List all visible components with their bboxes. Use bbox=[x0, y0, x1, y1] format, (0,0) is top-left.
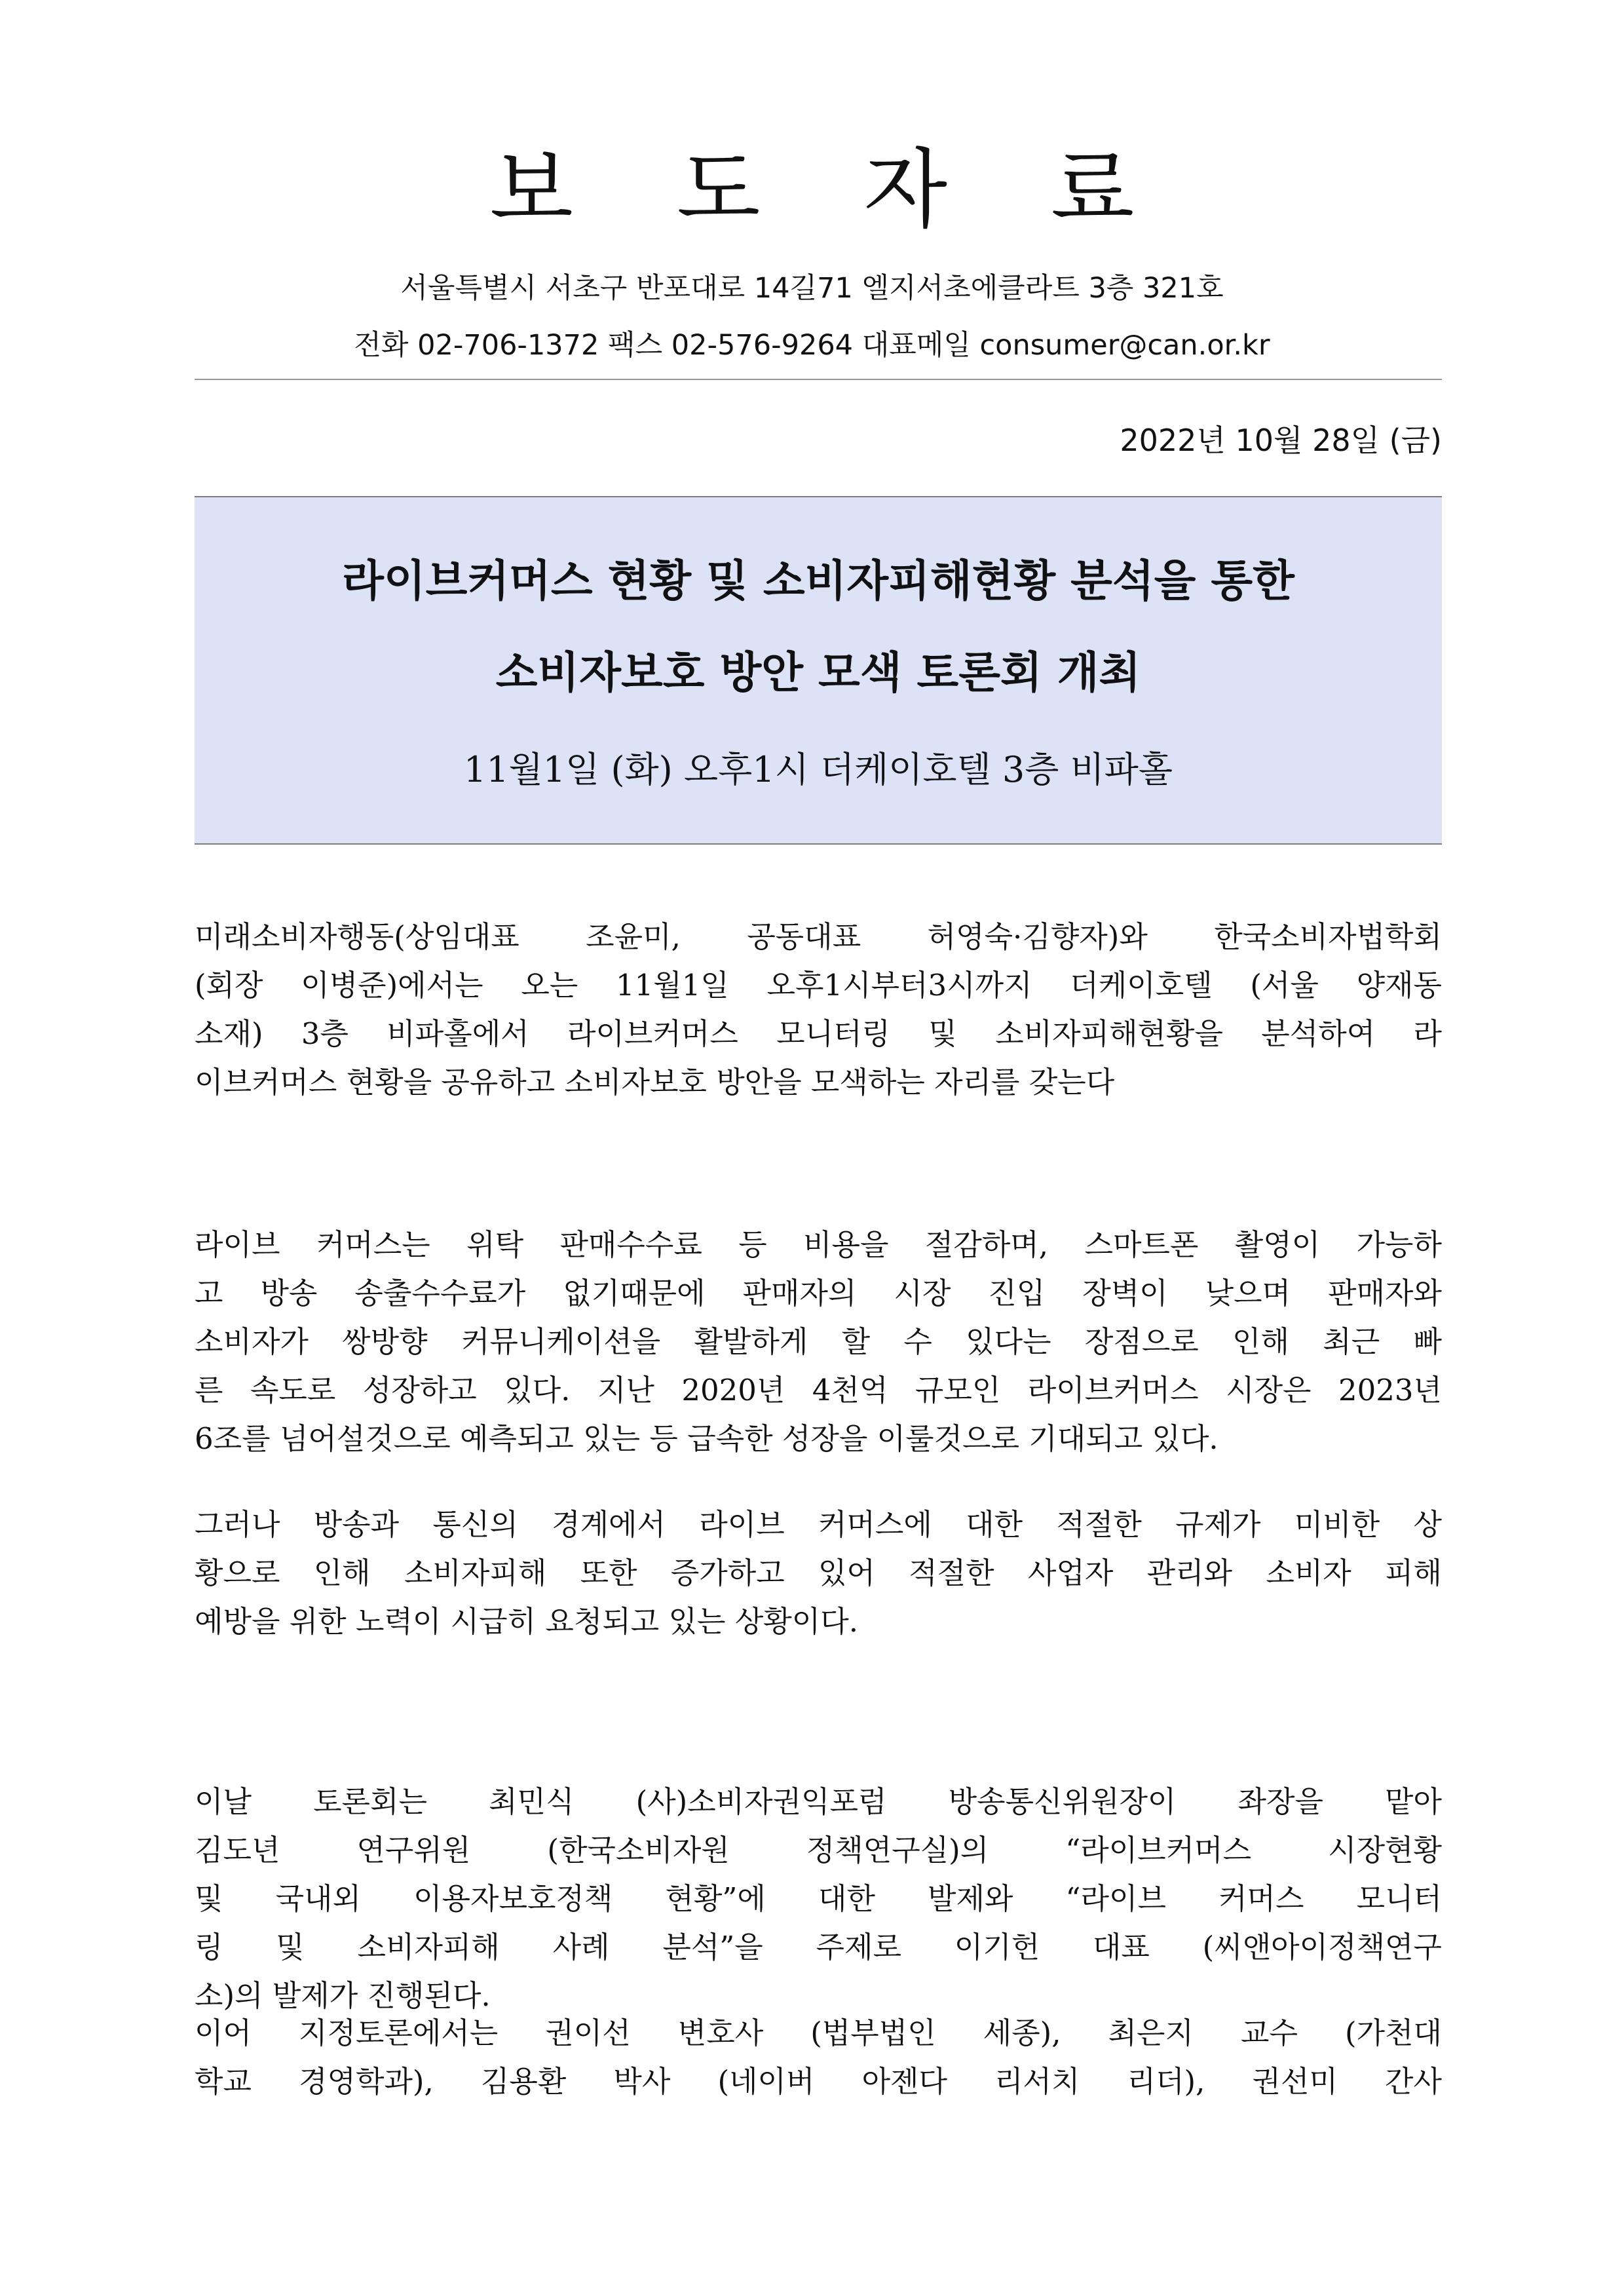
text-line: 및 국내외 이용자보호정책 현황”에 대한 발제와 “라이브 커머스 모니터 bbox=[195, 1881, 1442, 1916]
text-line: 라이브 커머스는 위탁 판매수수료 등 비용을 절감하며, 스마트폰 촬영이 가능하 bbox=[195, 1227, 1442, 1262]
text-line: 링 및 소비자피해 사례 분석”을 주제로 이기헌 대표 (씨앤아이정책연구 bbox=[195, 1930, 1442, 1964]
text-line: 고 방송 송출수수료가 없기때문에 판매자의 시장 진입 장벽이 낮으며 판매자와 bbox=[195, 1276, 1442, 1311]
document-title: 보 도 자 료 bbox=[489, 140, 1173, 240]
organization-contact: 전화 02-706-1372 팩스 02-576-9264 대표메일 consumer@can.or.kr bbox=[354, 329, 1270, 362]
paragraph bbox=[195, 2009, 1442, 2106]
event-info: 11월1일 (화) 오후1시 더케이호텔 3층 비파홀 bbox=[463, 749, 1173, 790]
headline-line-1: 라이브커머스 현황 및 소비자피해현황 분석을 통한 bbox=[342, 556, 1294, 606]
paragraph bbox=[195, 1501, 1442, 1646]
text-line: 소재) 3층 비파홀에서 라이브커머스 모니터링 및 소비자피해현황을 분석하여 라 bbox=[195, 1016, 1442, 1051]
text-line: (회장 이병준)에서는 오는 11월1일 오후1시부터3시까지 더케이호텔 (서울 양재동 bbox=[195, 968, 1442, 1003]
text-line: 황으로 인해 소비자피해 또한 증가하고 있어 적절한 사업자 관리와 소비자 피해 bbox=[195, 1556, 1442, 1590]
text-line: 김도년 연구위원 (한국소비자원 정책연구실)의 “라이브커머스 시장현황 bbox=[195, 1833, 1442, 1867]
text-line: 이날 토론회는 최민식 (사)소비자권익포럼 방송통신위원장이 좌장을 맡아 bbox=[195, 1784, 1442, 1819]
text-line: 6조를 넘어설것으로 예측되고 있는 등 급속한 성장을 이룰것으로 기대되고 있다. bbox=[195, 1421, 1218, 1456]
text-line: 학교 경영학과), 김용환 박사 (네이버 아젠다 리서치 리더), 권선미 간사 bbox=[195, 2064, 1442, 2099]
paragraph bbox=[195, 913, 1442, 1107]
text-line: 른 속도로 성장하고 있다. 지난 2020년 4천억 규모인 라이브커머스 시장은 2023년 bbox=[195, 1373, 1442, 1407]
paragraph bbox=[195, 1778, 1442, 2020]
text-line: 미래소비자행동(상임대표 조윤미, 공동대표 허영숙·김향자)와 한국소비자법학회 bbox=[195, 919, 1442, 954]
text-line: 소비자가 쌍방향 커뮤니케이션을 활발하게 할 수 있다는 장점으로 인해 최근 빠 bbox=[195, 1324, 1442, 1359]
text-line: 소)의 발제가 진행된다. bbox=[195, 1978, 491, 2013]
text-line: 이어 지정토론에서는 권이선 변호사 (법부법인 세종), 최은지 교수 (가천대 bbox=[195, 2016, 1442, 2050]
release-date: 2022년 10월 28일 (금) bbox=[1120, 423, 1442, 458]
header-divider bbox=[195, 379, 1442, 380]
text-line: 그러나 방송과 통신의 경계에서 라이브 커머스에 대한 적절한 규제가 미비한 상 bbox=[195, 1507, 1442, 1542]
headline-box bbox=[195, 496, 1442, 845]
text-line: 이브커머스 현황을 공유하고 소비자보호 방안을 모색하는 자리를 갖는다 bbox=[195, 1065, 1115, 1100]
paragraph bbox=[195, 1221, 1442, 1463]
text-line: 예방을 위한 노력이 시급히 요청되고 있는 상황이다. bbox=[195, 1604, 859, 1639]
headline-line-2: 소비자보호 방안 모색 토론회 개최 bbox=[495, 647, 1141, 698]
organization-address: 서울특별시 서초구 반포대로 14길71 엘지서초에클라트 3층 321호 bbox=[400, 272, 1224, 305]
